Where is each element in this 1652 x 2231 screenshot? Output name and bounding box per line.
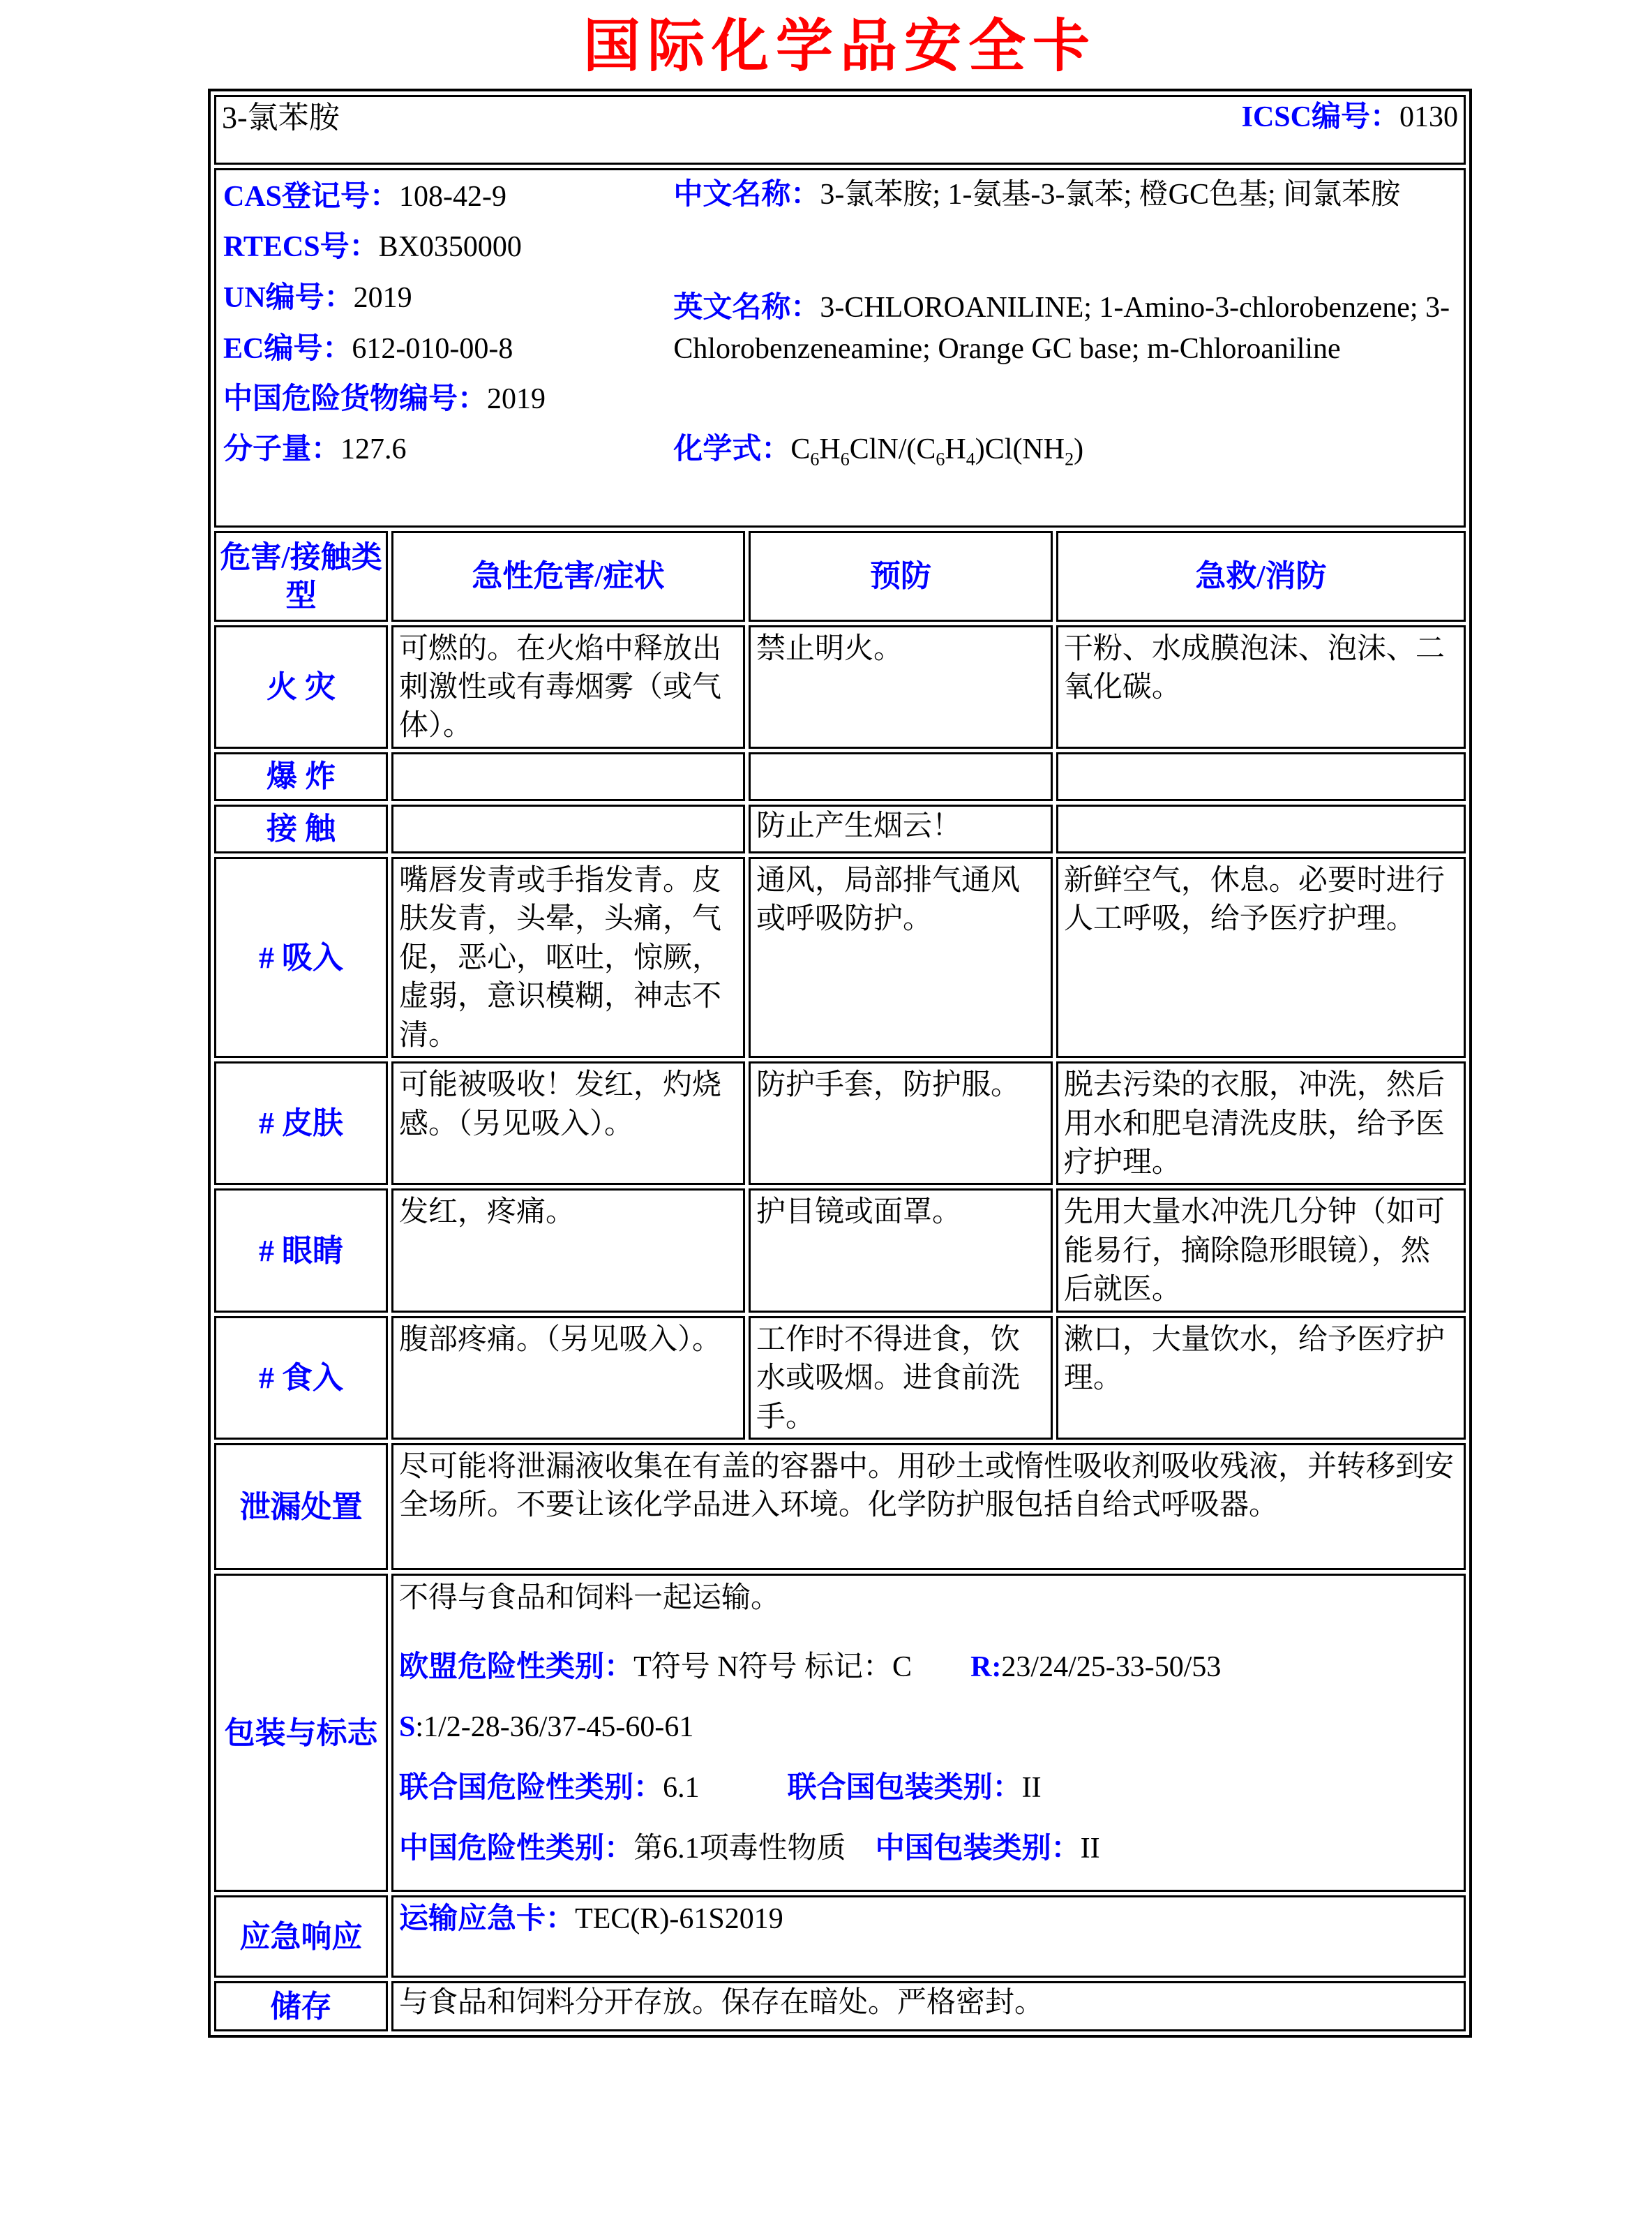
inhalation-firstaid: 新鲜空气，休息。必要时进行人工呼吸，给予医疗护理。: [1056, 857, 1466, 1058]
packaging-china-classification: 中国危险性类别：第6.1项毒性物质 中国包装类别：II: [399, 1832, 1100, 1865]
registry-numbers: [223, 174, 673, 431]
packaging-eu-classification: 欧盟危险性类别：T符号 N符号 标记：C R:23/24/25-33-50/53: [399, 1650, 1222, 1683]
fire-prevention: 禁止明火。: [749, 625, 1053, 749]
column-header-symptoms: 急性危害/症状: [391, 531, 745, 622]
table-row-storage: [214, 1981, 1466, 2031]
identification-cell: [214, 168, 1466, 528]
packaging-un-classification: 联合国危险性类别：6.1 联合国包装类别：II: [399, 1772, 1042, 1805]
row-label-packaging: 包装与标志: [214, 1574, 388, 1892]
table-row-skin: [214, 1061, 1466, 1185]
skin-symptoms: 可能被吸收！发红，灼烧感。（另见吸入）。: [391, 1061, 745, 1185]
eyes-symptoms: 发红，疼痛。: [391, 1188, 745, 1312]
eyes-firstaid: 先用大量水冲洗几分钟（如可能易行，摘除隐形眼镜），然后就医。: [1056, 1188, 1466, 1312]
skin-firstaid: 脱去污染的衣服，冲洗，然后用水和肥皂清洗皮肤，给予医疗护理。: [1056, 1061, 1466, 1185]
explosion-symptoms: [391, 752, 745, 801]
table-row-spill: [214, 1443, 1466, 1570]
column-header-firstaid: 急救/消防: [1056, 531, 1466, 622]
cas-number: CAS登记号：108-42-9: [223, 180, 507, 213]
table-row-packaging: [214, 1574, 1466, 1892]
explosion-prevention: [749, 752, 1053, 801]
table-row-eyes: [214, 1188, 1466, 1312]
row-label-storage: 储存: [214, 1981, 388, 2031]
row-label-inhalation: # 吸入: [214, 857, 388, 1058]
exposure-prevention: 防止产生烟云！: [749, 805, 1053, 853]
row-label-fire: 火 灾: [214, 625, 388, 749]
table-row-fire: [214, 625, 1466, 749]
emergency-content: 运输应急卡：TEC(R)-61S2019: [391, 1895, 1466, 1978]
chemical-names: [673, 174, 1457, 431]
row-label-explosion: 爆 炸: [214, 752, 388, 801]
eyes-prevention: 护目镜或面罩。: [749, 1188, 1053, 1312]
chemical-name: 3-氯苯胺: [222, 100, 340, 135]
explosion-firstaid: [1056, 752, 1466, 801]
ec-number: EC编号：612-010-00-8: [223, 332, 513, 365]
row-label-ingestion: # 食入: [214, 1316, 388, 1440]
table-row-ingestion: [214, 1316, 1466, 1440]
exposure-symptoms: [391, 805, 745, 853]
ingestion-firstaid: 漱口，大量饮水，给予医疗护理。: [1056, 1316, 1466, 1440]
row-label-emergency: 应急响应: [214, 1895, 388, 1978]
table-row-emergency: [214, 1895, 1466, 1978]
chemical-header-cell: [214, 95, 1466, 165]
fire-firstaid: 干粉、水成膜泡沫、泡沫、二氧化碳。: [1056, 625, 1466, 749]
ingestion-prevention: 工作时不得进食，饮水或吸烟。进食前洗手。: [749, 1316, 1053, 1440]
row-label-exposure: 接 触: [214, 805, 388, 853]
page-title: 国际化学品安全卡: [583, 15, 1097, 78]
china-dangerous-goods-number: 中国危险货物编号：2019: [223, 383, 546, 416]
column-header-hazard-type: 危害/接触类型: [214, 531, 388, 622]
table-row-exposure: [214, 805, 1466, 853]
column-header-prevention: 预防: [749, 531, 1053, 622]
inhalation-symptoms: 嘴唇发青或手指发青。皮肤发青，头晕，头痛，气促，恶心，呕吐，惊厥，虚弱，意识模糊，神志不清。: [391, 857, 745, 1058]
row-label-spill: 泄漏处置: [214, 1443, 388, 1570]
storage-content: 与食品和饲料分开存放。保存在暗处。严格密封。: [391, 1981, 1466, 2031]
table-row-inhalation: [214, 857, 1466, 1058]
un-number: UN编号：2019: [223, 281, 412, 314]
chemical-formula: 化学式：$C_6H_6ClN/(C_6H_4)Cl(NH_2)$: [673, 433, 1084, 470]
row-label-skin: # 皮肤: [214, 1061, 388, 1185]
chinese-names: 中文名称：3-氯苯胺; 1-氨基-3-氯苯; 橙GC色基; 间氯苯胺: [673, 178, 1401, 211]
molecular-weight: 分子量：127.6: [223, 433, 407, 466]
packaging-content: [391, 1574, 1466, 1892]
row-label-eyes: # 眼睛: [214, 1188, 388, 1312]
safety-card: [208, 89, 1472, 2038]
icsc-table: [208, 89, 1472, 2038]
rtecs-number: RTECS号：BX0350000: [223, 231, 522, 264]
fire-symptoms: 可燃的。在火焰中释放出刺激性或有毒烟雾（或气体）。: [391, 625, 745, 749]
packaging-transport-note: 不得与食品和饲料一起运输。: [399, 1582, 781, 1615]
table-row-explosion: [214, 752, 1466, 801]
exposure-firstaid: [1056, 805, 1466, 853]
skin-prevention: 防护手套，防护服。: [749, 1061, 1053, 1185]
spill-content: 尽可能将泄漏液收集在有盖的容器中。用砂土或惰性吸收剂吸收残液，并转移到安全场所。不要让该化学品进入环境。化学防护服包括自给式呼吸器。: [391, 1443, 1466, 1570]
english-names: 英文名称：3-CHLOROANILINE; 1-Amino-3-chlorobenzene; 3-Chlorobenzeneamine; Orange GC base; m-Chloroaniline: [673, 292, 1450, 366]
icsc-number-label: ICSC编号：: [1241, 100, 1399, 133]
ingestion-symptoms: 腹部疼痛。（另见吸入）。: [391, 1316, 745, 1440]
icsc-number: [1242, 98, 1458, 137]
packaging-s-phrases: S:1/2-28-36/37-45-60-61: [399, 1711, 694, 1744]
icsc-number-value: 0130: [1399, 100, 1458, 133]
inhalation-prevention: 通风，局部排气通风或呼吸防护。: [749, 857, 1053, 1058]
